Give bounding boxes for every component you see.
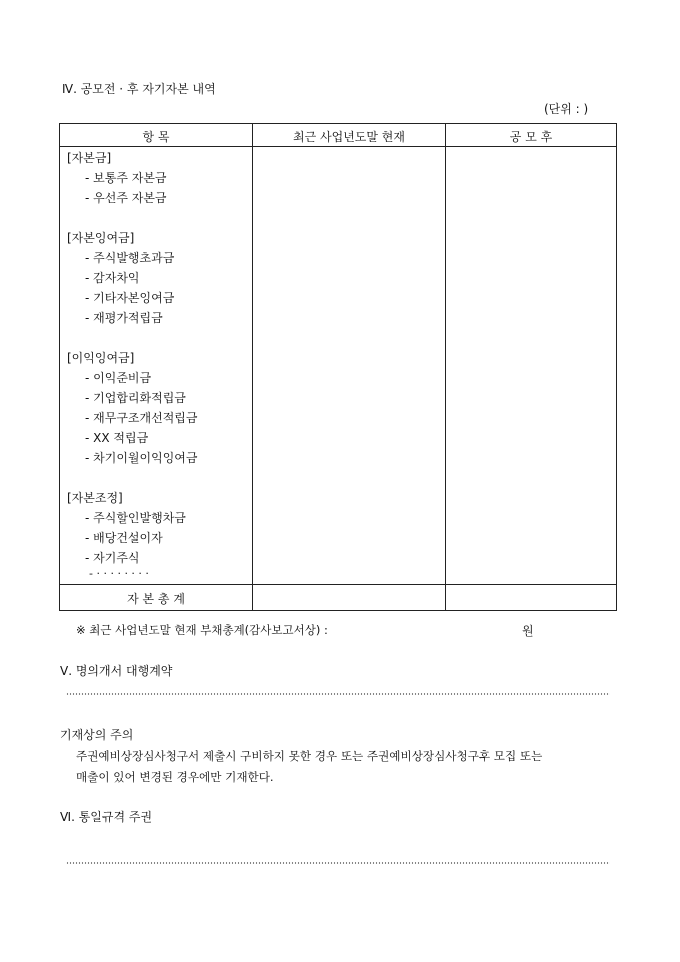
item-capital-adjustment-group: [자본조정] xyxy=(67,491,123,505)
item-common-stock: - 보통주 자본금 xyxy=(85,171,167,185)
item-rationalization-reserve: - 기업합리화적립금 xyxy=(85,391,186,405)
unit-label: (단위 : ) xyxy=(544,102,589,116)
fill-in-line xyxy=(66,861,610,865)
equity-table xyxy=(59,123,617,611)
item-treasury-stock: - 자기주식 xyxy=(85,551,140,565)
total-row-divider xyxy=(60,584,616,585)
column-divider xyxy=(445,124,446,610)
item-restructuring-reserve: - 재무구조개선적립금 xyxy=(85,411,198,425)
liabilities-note: ※ 최근 사업년도말 현재 부채총계(감사보고서상) : xyxy=(76,623,328,637)
item-capital-stock-group: [자본금] xyxy=(67,151,112,165)
note-text-line: 주권예비상장심사청구서 제출시 구비하지 못한 경우 또는 주권예비상장심사청구후 모집 또는 xyxy=(76,749,543,763)
column-divider xyxy=(252,124,253,610)
header-after-offering: 공 모 후 xyxy=(509,130,553,144)
fill-in-line xyxy=(66,692,610,696)
item-unappropriated-retained-earnings: - 차기이월이익잉여금 xyxy=(85,451,198,465)
item-construction-interest: - 배당건설이자 xyxy=(85,531,163,545)
item-legal-reserve: - 이익준비금 xyxy=(85,371,152,385)
item-other-capital-surplus: - 기타자본잉여금 xyxy=(85,291,175,305)
item-retained-earnings-group: [이익잉여금] xyxy=(67,351,135,365)
item-revaluation-reserve: - 재평가적립금 xyxy=(85,311,163,325)
item-stock-discount: - 주식할인발행차금 xyxy=(85,511,186,525)
section-6-title: Ⅵ. 통일규격 주권 xyxy=(60,810,153,824)
header-recent-fiscal-year: 최근 사업년도말 현재 xyxy=(293,130,405,144)
item-stock-premium: - 주식발행초과금 xyxy=(85,251,175,265)
total-equity-label: 자 본 총 계 xyxy=(127,592,185,606)
item-xx-reserve: - XX 적립금 xyxy=(85,431,149,445)
item-etc: - · · · · · · · · xyxy=(89,567,149,580)
item-capital-surplus-group: [자본잉여금] xyxy=(67,231,135,245)
header-item: 항 목 xyxy=(142,130,170,144)
note-title: 기재상의 주의 xyxy=(60,728,134,742)
item-preferred-stock: - 우선주 자본금 xyxy=(85,191,167,205)
section-4-title: Ⅳ. 공모전 · 후 자기자본 내역 xyxy=(62,82,216,96)
section-5-title: Ⅴ. 명의개서 대행계약 xyxy=(60,664,173,678)
item-gain-on-capital-reduction: - 감자차익 xyxy=(85,271,140,285)
liabilities-unit: 원 xyxy=(522,624,534,638)
note-text-line: 매출이 있어 변경된 경우에만 기재한다. xyxy=(76,770,274,784)
